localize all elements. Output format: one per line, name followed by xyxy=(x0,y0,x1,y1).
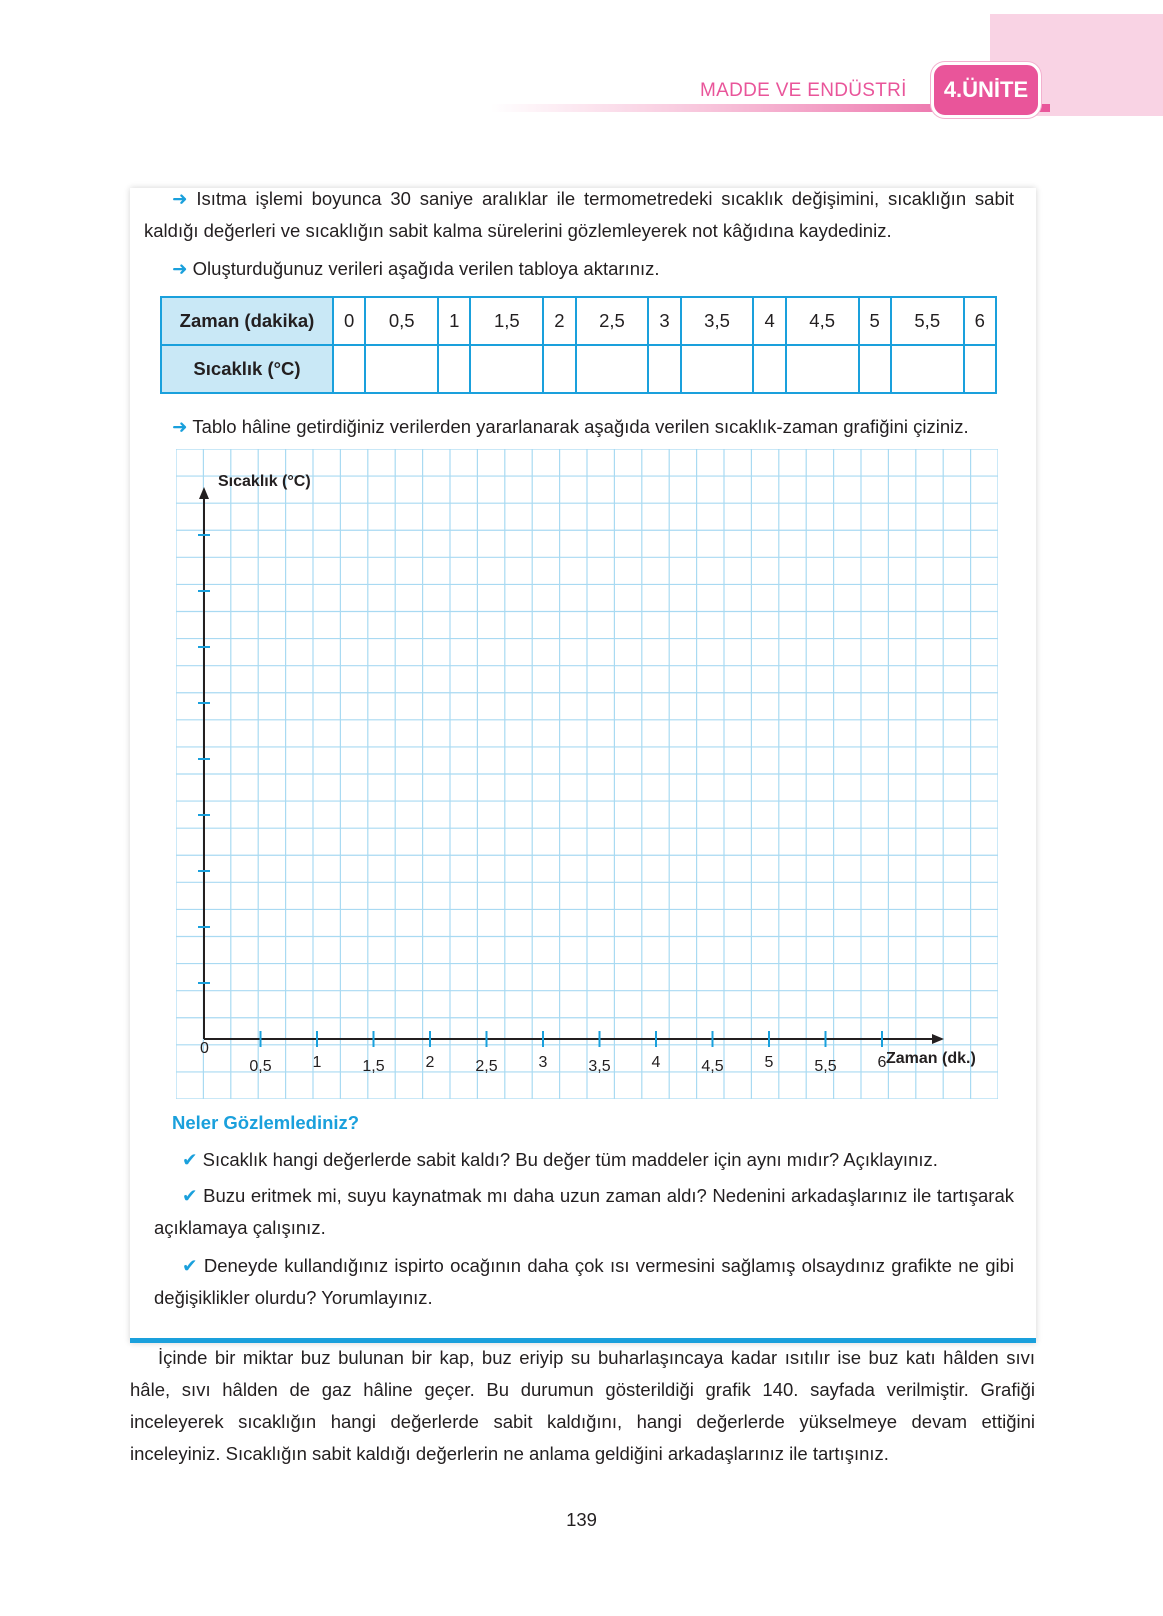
temperature-cell[interactable] xyxy=(470,345,543,393)
instruction-step-1 xyxy=(144,183,1014,247)
instruction-step-2-text: Oluşturduğunuz verileri aşağıda verilen tabloya aktarınız. xyxy=(192,258,660,279)
unit-badge: 4.ÜNİTE xyxy=(931,62,1041,118)
axis-ticks xyxy=(198,535,887,1075)
temperature-time-chart xyxy=(176,449,998,1099)
x-tick-label: 3 xyxy=(538,1054,548,1071)
observation-question-1 xyxy=(154,1144,1014,1176)
temperature-row xyxy=(161,345,996,393)
instruction-step-3 xyxy=(172,411,1032,443)
time-cell: 1,5 xyxy=(470,297,543,345)
time-cell: 3,5 xyxy=(681,297,754,345)
temperature-cell[interactable] xyxy=(543,345,575,393)
instruction-step-2 xyxy=(172,253,1014,285)
x-tick-label: 4,5 xyxy=(701,1058,724,1075)
arrow-right-icon: ➜ xyxy=(172,416,188,437)
check-icon: ✔ xyxy=(182,1255,198,1276)
temperature-cell[interactable] xyxy=(859,345,891,393)
time-cell: 3 xyxy=(648,297,680,345)
bottom-paragraph: İçinde bir miktar buz bulunan bir kap, buz eriyip su buharlaşıncaya kadar ısıtılır ise buz katı hâlden sıvı hâle, sıvı hâlden de gaz hâline geçer. Bu durumun gösterildiği grafik 140. sayfada verilmiştir. Grafiği inceleyerek sıcaklığın hangi değerlerde sabit kaldığını, hangi değerlerde yükselmeye devam ettiğini inceleyiniz. Sıcaklığın sabit kaldığı değerlerin ne anlama geldiğini arkadaşlarınız ile tartışınız. xyxy=(130,1347,1035,1464)
y-axis-arrowhead xyxy=(199,487,209,499)
check-icon: ✔ xyxy=(182,1149,198,1170)
time-cell: 2 xyxy=(543,297,575,345)
temperature-cell[interactable] xyxy=(753,345,785,393)
time-cell: 6 xyxy=(964,297,996,345)
x-axis-arrowhead xyxy=(932,1034,944,1044)
temperature-cell[interactable] xyxy=(648,345,680,393)
temperature-row-header: Sıcaklık (°C) xyxy=(161,345,333,393)
time-cell: 4,5 xyxy=(786,297,859,345)
arrow-right-icon: ➜ xyxy=(172,258,188,279)
temperature-cell[interactable] xyxy=(576,345,649,393)
time-row-header: Zaman (dakika) xyxy=(161,297,333,345)
time-cell: 1 xyxy=(438,297,470,345)
section-title: MADDE VE ENDÜSTRİ xyxy=(700,80,907,101)
page-number: 139 xyxy=(566,1509,597,1530)
time-cell: 2,5 xyxy=(576,297,649,345)
x-tick-label: 4 xyxy=(651,1054,661,1071)
temperature-cell[interactable] xyxy=(438,345,470,393)
temperature-cell[interactable] xyxy=(964,345,996,393)
instruction-step-3-text: Tablo hâline getirdiğiniz verilerden yararlanarak aşağıda verilen sıcaklık-zaman grafiğini çiziniz. xyxy=(192,416,969,437)
x-tick-label: 1 xyxy=(312,1054,322,1071)
x-tick-label: 5,5 xyxy=(814,1058,837,1075)
check-icon: ✔ xyxy=(182,1185,198,1206)
x-tick-label: 6 xyxy=(877,1054,887,1071)
observations-title: Neler Gözlemlediniz? xyxy=(172,1112,360,1133)
arrow-right-icon: ➜ xyxy=(172,188,188,209)
time-cell: 0,5 xyxy=(365,297,438,345)
x-tick-label: 3,5 xyxy=(588,1058,611,1075)
y-axis-label: Sıcaklık (°C) xyxy=(218,473,311,490)
temperature-cell[interactable] xyxy=(365,345,438,393)
observation-question-2 xyxy=(154,1180,1014,1244)
time-row xyxy=(161,297,996,345)
origin-label: 0 xyxy=(200,1040,209,1057)
instruction-step-1-text: Isıtma işlemi boyunca 30 saniye aralıklar ile termometredeki sıcaklık değişimini, sıcaklığın sabit kaldığı değerleri ve sıcaklığın sabit kalma sürelerini gözlemleyerek not kâğıdına kaydediniz. xyxy=(144,188,1014,241)
time-cell: 0 xyxy=(333,297,365,345)
time-cell: 4 xyxy=(753,297,785,345)
x-tick-label: 0,5 xyxy=(249,1058,272,1075)
grid-lines xyxy=(176,449,998,1099)
time-cell: 5,5 xyxy=(891,297,964,345)
x-tick-label: 5 xyxy=(764,1054,774,1071)
data-table xyxy=(160,296,997,394)
observation-question-3 xyxy=(154,1250,1014,1314)
temperature-cell[interactable] xyxy=(891,345,964,393)
x-tick-label: 2,5 xyxy=(475,1058,498,1075)
observation-question-1-text: Sıcaklık hangi değerlerde sabit kaldı? Bu değer tüm maddeler için aynı mıdır? Açıklayınız. xyxy=(202,1149,938,1170)
x-axis-label: Zaman (dk.) xyxy=(886,1050,976,1067)
time-cell: 5 xyxy=(859,297,891,345)
x-tick-label: 1,5 xyxy=(362,1058,385,1075)
observation-question-2-text: Buzu eritmek mi, suyu kaynatmak mı daha uzun zaman aldı? Nedenini arkadaşlarınız ile tartışarak açıklamaya çalışınız. xyxy=(154,1185,1014,1238)
temperature-cell[interactable] xyxy=(333,345,365,393)
observation-question-3-text: Deneyde kullandığınız ispirto ocağının daha çok ısı vermesini sağlamış olsaydınız grafikte ne gibi değişiklikler olurdu? Yorumlayınız. xyxy=(154,1255,1014,1308)
temperature-cell[interactable] xyxy=(681,345,754,393)
x-tick-label: 2 xyxy=(425,1054,435,1071)
temperature-cell[interactable] xyxy=(786,345,859,393)
